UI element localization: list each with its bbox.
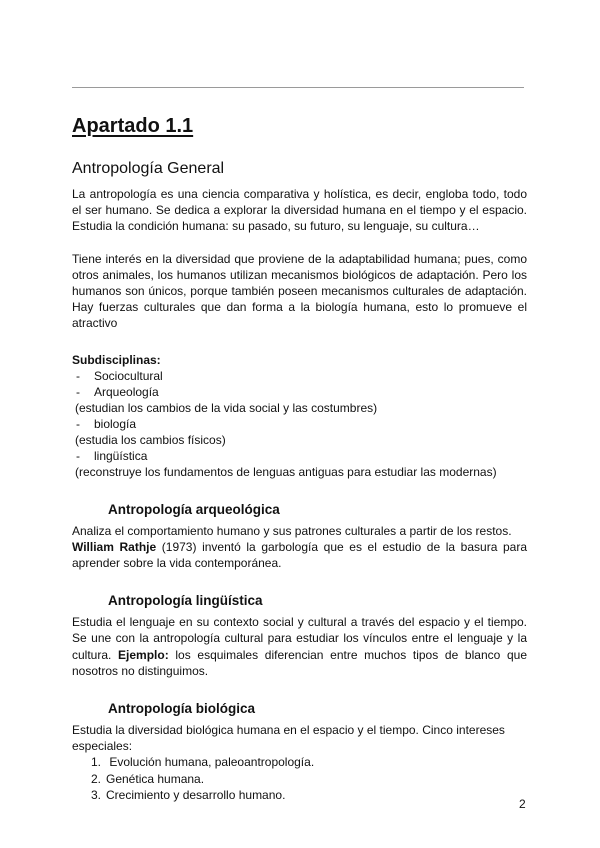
intro-paragraph-2: Tiene interés en la diversidad que proviene de la adaptabilidad humana; pues, como otros animales, los humanos utilizan mecanismos biológicos de adaptación. Pero los humanos son únicos, porque también poseen mecanismos culturales de adaptación. Hay fuerzas culturales que dan forma a la biología humana, esto lo promueve el atractivo (72, 251, 527, 331)
biologica-list (72, 754, 527, 804)
list-item: - Arqueología (76, 384, 159, 399)
list-item: 2. Genética humana. (91, 771, 205, 786)
linguistica-title: Antropología lingüística (108, 593, 263, 609)
list-item: - lingüística (76, 448, 148, 463)
list-item: 3. Crecimiento y desarrollo humano. (91, 788, 286, 803)
list-item-note: (estudian los cambios de la vida social y las costumbres) (75, 400, 378, 415)
subdisciplinas-title: Subdisciplinas: (72, 352, 161, 367)
list-item-note: (reconstruye los fundamentos de lenguas antiguas para estudiar las modernas) (75, 464, 497, 479)
biologica-text: Estudia la diversidad biológica humana en el espacio y el tiempo. Cinco intereses especiales: (72, 723, 505, 754)
list-item: - Sociocultural (76, 368, 163, 383)
section-title: Antropología General (72, 160, 225, 177)
header-rule (72, 87, 524, 88)
arqueologica-text: Analiza el comportamiento humano y sus patrones culturales a partir de los restos. William Rathje (1973) inventó la garbología que es el estudio de la basura para aprender sobre la vida contemporánea. (72, 523, 527, 571)
list-item: 1. Evolución humana, paleoantropología. (91, 755, 315, 770)
example-label: Ejemplo: (118, 647, 169, 662)
biologica-title: Antropología biológica (108, 701, 255, 717)
list-item: - biología (76, 416, 137, 431)
list-item-note: (estudia los cambios físicos) (75, 432, 226, 447)
intro-paragraph-1: La antropología es una ciencia comparativa y holística, es decir, engloba todo, todo el ser humano. Se dedica a explorar la diversidad humana en el tiempo y el espacio. Estudia la condición humana: su pasado, su futuro, su lenguaje, su cultura… (72, 187, 527, 234)
page-content (72, 114, 527, 804)
linguistica-text: Estudia el lenguaje en su contexto social y cultural a través del espacio y el tiempo. Se une con la antropología cultural para estudiar los vínculos entre el lenguaje y la cultura. Ejemplo: los esquimales diferencian entre muchos tipos de blanco que nosotros no distinguimos. (72, 615, 527, 678)
subdisciplinas-list (72, 368, 527, 480)
arqueologica-title: Antropología arqueológica (108, 501, 280, 517)
page-heading: Apartado 1.1 (72, 115, 194, 137)
author-name: William Rathje (72, 539, 157, 554)
page-number: 2 (519, 797, 526, 811)
